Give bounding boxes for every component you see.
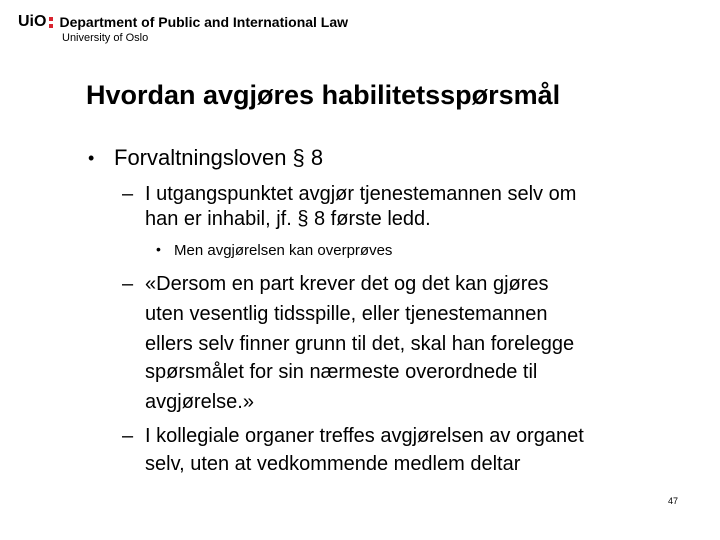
sub1-line2: han er inhabil, jf. § 8 første ledd.: [145, 208, 431, 230]
page-number: 47: [667, 496, 678, 506]
bullet-forvaltningsloven: Forvaltningsloven § 8: [114, 145, 324, 170]
sub2-line1: «Dersom en part krever det og det kan gjøres: [145, 273, 549, 295]
bullet-icon: •: [156, 241, 161, 257]
sub1-line1: I utgangspunktet avgjør tjenestemannen selv om: [145, 183, 577, 205]
dash-icon: –: [122, 425, 134, 447]
logo-row: [18, 12, 348, 32]
sub2-line4: spørsmålet for sin nærmeste overordnede til: [145, 361, 538, 383]
university-name: University of Oslo: [62, 32, 149, 44]
dash-icon: –: [122, 183, 134, 205]
dash-icon: –: [122, 273, 134, 295]
sub3-line1: I kollegiale organer treffes avgjørelsen av organet: [145, 425, 584, 447]
sub2-line2: uten vesentlig tidsspille, eller tjenestemannen: [145, 303, 548, 325]
uio-logo: UiO: [18, 13, 47, 30]
sub3-line2: selv, uten at vedkommende medlem deltar: [145, 453, 521, 475]
slide-title: Hvordan avgjøres habilitetsspørsmål: [86, 80, 561, 110]
bullet-icon: •: [88, 148, 95, 168]
department-name: Department of Public and International Law: [59, 14, 349, 30]
sub2-line5: avgjørelse.»: [145, 391, 254, 413]
logo-colon-icon: [49, 17, 53, 28]
header: [18, 12, 348, 48]
subsub1: Men avgjørelsen kan overprøves: [174, 242, 393, 259]
sub2-line3: ellers selv finner grunn til det, skal han forelegge: [145, 333, 575, 355]
